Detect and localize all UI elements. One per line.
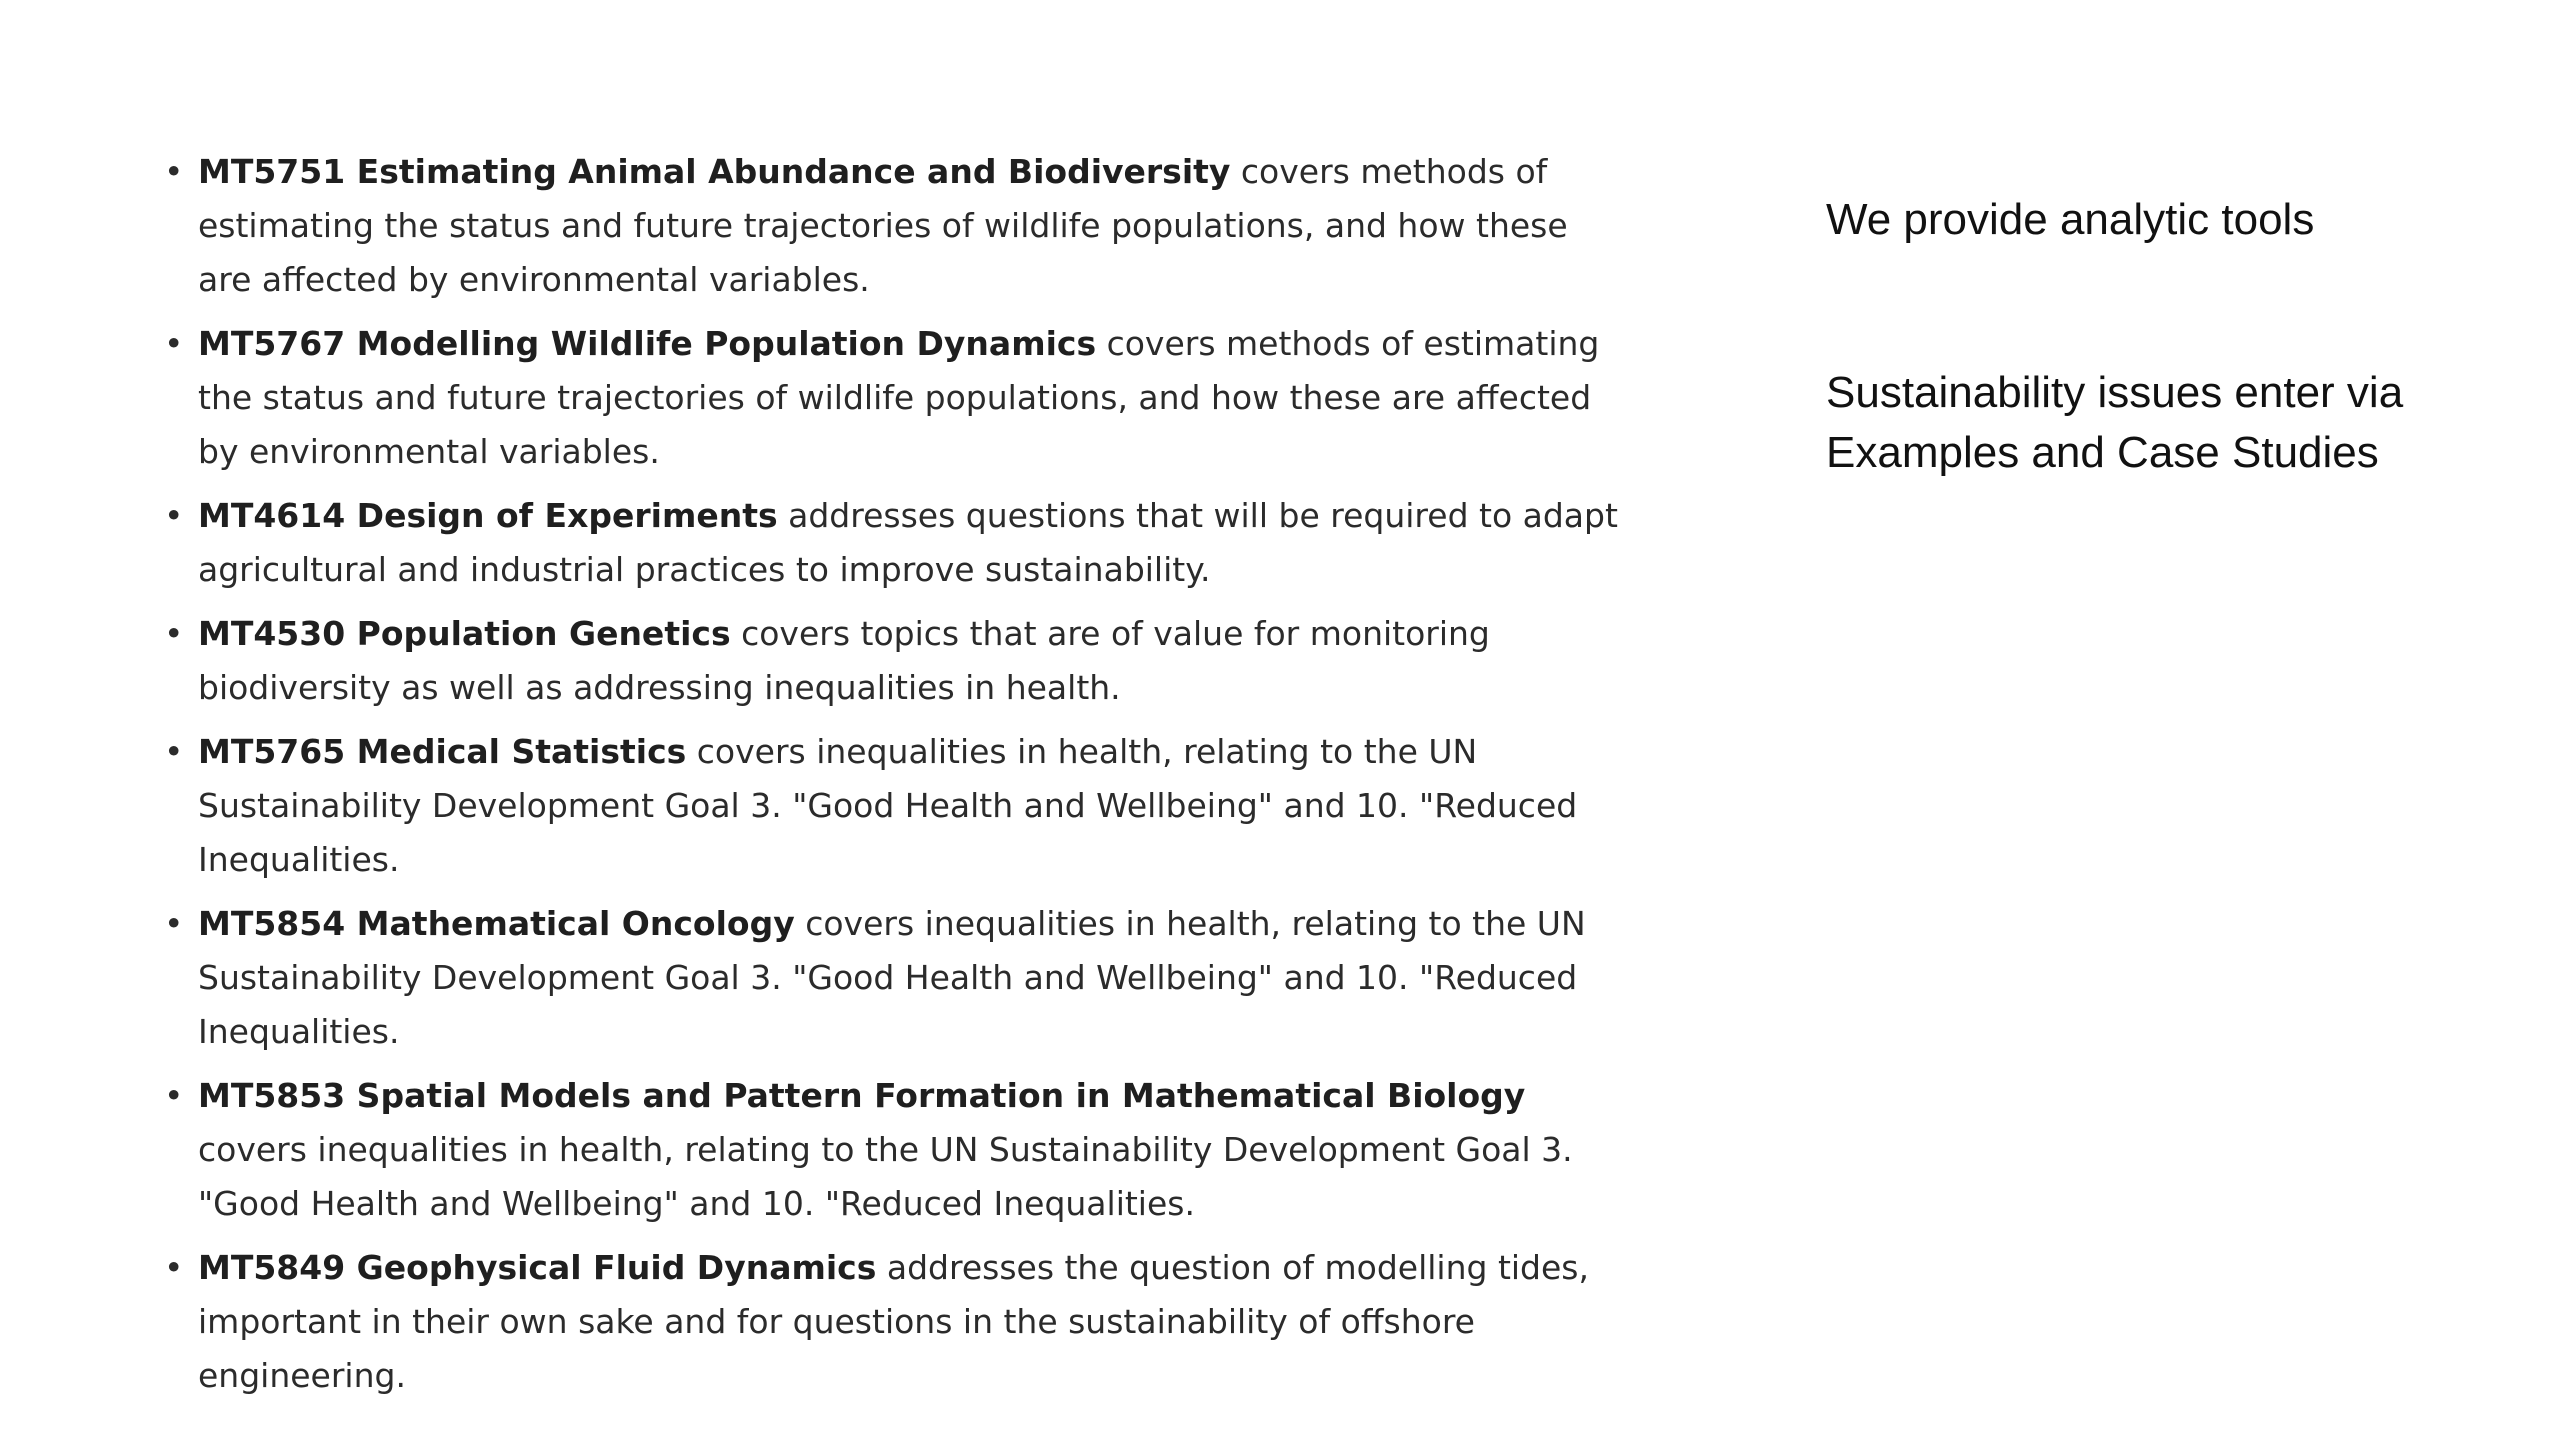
module-description: covers methods of estimating the status and future trajectories of wildlife populations, and how these are affected by environmental variables. [198, 152, 1568, 299]
sustainability-note-line1: Sustainability issues enter via [1826, 368, 2404, 417]
module-description: covers inequalities in health, relating to the UN Sustainability Development Goal 3. "Good Health and Wellbeing" and 10. "Reduced Inequalities. [198, 732, 1578, 879]
module-description: addresses the question of modelling tides, important in their own sake and for questions in the sustainability of offshore engineering. [198, 1248, 1589, 1395]
bullet-icon: • [164, 614, 184, 653]
module-title: MT4530 Population Genetics [198, 614, 731, 653]
bullet-icon: • [164, 324, 184, 363]
module-title: MT5751 Estimating Animal Abundance and Biodiversity [198, 152, 1231, 191]
bullet-icon: • [164, 732, 184, 771]
module-title: MT5854 Mathematical Oncology [198, 904, 795, 943]
list-item [160, 145, 1620, 307]
module-title: MT5853 Spatial Models and Pattern Formation in Mathematical Biology [198, 1076, 1526, 1115]
bullet-icon: • [164, 496, 184, 535]
module-title: MT5765 Medical Statistics [198, 732, 687, 771]
bullet-icon: • [164, 904, 184, 943]
module-description: covers topics that are of value for monitoring biodiversity as well as addressing inequalities in health. [198, 614, 1490, 707]
module-title: MT5767 Modelling Wildlife Population Dynamics [198, 324, 1097, 363]
list-item [160, 897, 1620, 1059]
sustainability-note-line2: Examples and Case Studies [1826, 428, 2379, 477]
module-list [160, 145, 1620, 1413]
module-title: MT5849 Geophysical Fluid Dynamics [198, 1248, 877, 1287]
list-item [160, 317, 1620, 479]
sustainability-note [1826, 363, 2506, 483]
list-item [160, 489, 1620, 597]
analytic-tools-note: We provide analytic tools [1826, 195, 2315, 244]
list-item [160, 1069, 1620, 1231]
list-item [160, 1241, 1620, 1403]
bullet-icon: • [164, 1248, 184, 1287]
module-description: covers inequalities in health, relating to the UN Sustainability Development Goal 3. "Good Health and Wellbeing" and 10. "Reduced Inequalities. [198, 904, 1586, 1051]
module-description: covers inequalities in health, relating to the UN Sustainability Development Goal 3. "Good Health and Wellbeing" and 10. "Reduced Inequalities. [198, 1130, 1573, 1223]
module-description: covers methods of estimating the status and future trajectories of wildlife populations, and how these are affected by environmental variables. [198, 324, 1600, 471]
list-item [160, 725, 1620, 887]
module-title: MT4614 Design of Experiments [198, 496, 778, 535]
list-item [160, 607, 1620, 715]
module-description: addresses questions that will be required to adapt agricultural and industrial practices to improve sustainability. [198, 496, 1618, 589]
bullet-icon: • [164, 1076, 184, 1115]
bullet-icon: • [164, 152, 184, 191]
